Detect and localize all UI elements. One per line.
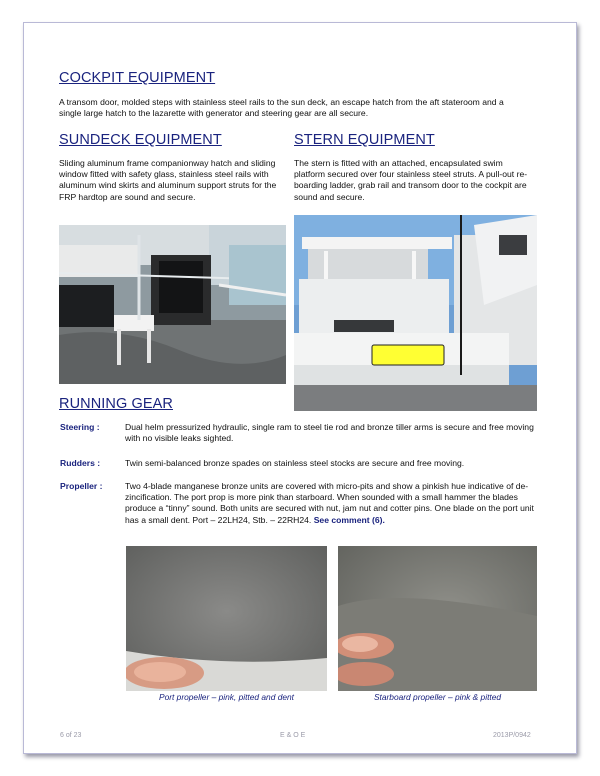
footer-reference: 2013P/0942 — [493, 732, 531, 739]
starboard-propeller-caption: Starboard propeller – pink & pitted — [373, 692, 502, 702]
cockpit-equipment-heading: COCKPIT EQUIPMENT — [59, 70, 216, 86]
rudders-label: Rudders : — [60, 458, 101, 468]
sundeck-equipment-text: Sliding aluminum frame companionway hatch and sliding window fitted with safety glass, stainless steel rails with aluminum wind skirts and aluminum support struts for the FRP hardtop are sound and secure. — [59, 158, 277, 202]
stern-equipment-text: The stern is fitted with an attached, encapsulated swim platform secured over four stainless steel struts. A pull-out re-boarding ladder, grab rail and transom door to the cockpit are sound and secure. — [294, 158, 528, 202]
starboard-propeller-photo — [338, 546, 537, 691]
stern-photo — [294, 215, 537, 411]
see-comment-link[interactable]: See comment (6). — [313, 514, 385, 525]
steering-text: Dual helm pressurized hydraulic, single ram to steel tie rod and bronze tiller arms is secure and free moving with no visible leaks sighted. — [125, 422, 534, 444]
running-gear-heading: RUNNING GEAR — [59, 396, 173, 412]
stern-equipment-heading: STERN EQUIPMENT — [294, 132, 435, 148]
propeller-text — [125, 481, 538, 526]
sundeck-photo — [59, 225, 286, 384]
rudders-text: Twin semi-balanced bronze spades on stainless steel stocks are secure and free moving. — [125, 458, 465, 468]
footer-page-number: 6 of 23 — [60, 732, 82, 739]
steering-label: Steering : — [60, 422, 100, 432]
port-propeller-photo — [126, 546, 327, 691]
cockpit-equipment-text: A transom door, molded steps with stainless steel rails to the sun deck, an escape hatch from the aft stateroom and a single large hatch to the lazarette with generator and steering gear are all secure. — [59, 97, 504, 119]
sundeck-equipment-heading: SUNDECK EQUIPMENT — [59, 132, 222, 148]
propeller-label: Propeller : — [60, 481, 103, 491]
propeller-description: Two 4-blade manganese bronze units are covered with micro-pits and show a pinkish hue indicative of de-zincification. The port prop is more pink than starboard. When sounded with a small hammer the blades produce a “tinny” sound. Both units are secured with nut, jam nut and cotter pins. One blade on the port unit has a small dent. Port – 22LH24, Stb. – 22RH24. — [125, 481, 534, 525]
port-propeller-caption: Port propeller – pink, pitted and dent — [158, 692, 295, 702]
footer-e-and-o-e: E & O E — [280, 732, 306, 739]
